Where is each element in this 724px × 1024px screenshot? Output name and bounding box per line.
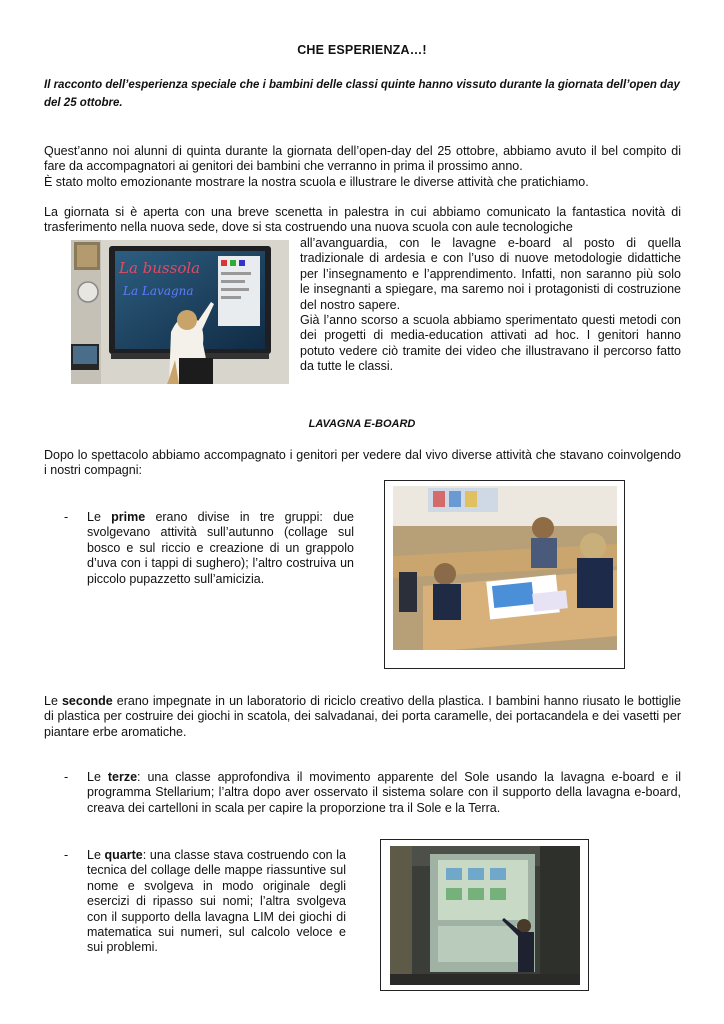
list-item-prime-text: erano divise in tre gruppi: due svolgevano attività sull’autunno (collage sul bosco e sul riccio e creazione di un grappolo d’uva con i tappi di sughero); l’altro costruiva un piccolo pupazzetto sull’amicizia. xyxy=(87,510,354,586)
paragraph-3: Dopo lo spettacolo abbiamo accompagnato i genitori per vedere dal vivo diverse attività che stavano coinvolgendo i nostri compagni: xyxy=(44,448,681,478)
lim-photo-drawing xyxy=(390,846,580,985)
list-item-prime xyxy=(64,510,354,587)
list-item-quarte-bold: quarte xyxy=(104,848,143,862)
classroom-photo-drawing xyxy=(393,486,617,650)
board-text-1: La bussola xyxy=(119,259,201,277)
paragraph-4-bold: seconde xyxy=(61,694,113,708)
list-dash: - xyxy=(64,848,69,862)
paragraph-1-text: Quest’anno noi alunni di quinta durante la giornata dell’open-day del 25 ottobre, abbiamo avuto il bel compito di fare da accompagnatori ai genitori dei bambini che verranno in prima il prossimo anno. xyxy=(44,144,681,174)
list-item-quarte xyxy=(64,848,346,956)
paragraph-2-text-c: Già l’anno scorso a scuola abbiamo sperimentato questi metodi con dei progetti di media-education attivati ad hoc. I genitori hanno potuto vedere ciò tramite dei video che illustravano il percorso fatto da tutte le classi. xyxy=(300,313,681,374)
classroom-photo xyxy=(393,486,617,650)
paragraph-4 xyxy=(44,694,681,740)
list-item-quarte-text: : una classe stava costruendo con la tecnica del collage delle mappe riassuntive sul nome e svolgeva in modo originale degli esercizi di ripasso sui nomi; l’altra svolgeva con il supporto della lavagna LIM dei giochi di matematica sui numeri, sul calcolo veloce e sui problemi. xyxy=(87,848,346,955)
list-dash: - xyxy=(64,770,69,784)
paragraph-2-text-b: all’avanguardia, con le lavagne e-board al posto di quella tradizionale di ardesia e con l’uso di nuove metodologie didattiche per l’insegnamento e l’apprendimento. Infatti, non saranno più solo le insegnanti a spiegare, ma saremo noi i protagonisti di costruzione del nostro sapere. xyxy=(300,236,681,312)
list-item-terze-pre: Le xyxy=(87,770,108,784)
page-title: CHE ESPERIENZA…! xyxy=(297,43,427,57)
list-item-terze-bold: terze xyxy=(107,770,138,784)
eboard-photo-drawing xyxy=(71,240,289,384)
eboard-photo xyxy=(71,240,289,384)
list-item-prime-pre: Le xyxy=(87,510,112,524)
paragraph-2: La giornata si è aperta con una breve scenetta in palestra in cui abbiamo comunicato la fantastica novità di trasferimento nella nuova sede, dove si sta costruendo una nuova scuola con aule tecnologiche xyxy=(44,205,681,235)
section-heading: LAVAGNA E-BOARD xyxy=(308,418,416,430)
board-text-2: La Lavagna xyxy=(123,284,194,298)
paragraph-1-text-b: È stato molto emozionante mostrare la nostra scuola e illustrare le diverse attività che pratichiamo. xyxy=(44,174,589,189)
list-item-terze-text: : una classe approfondiva il movimento apparente del Sole usando la lavagna e-board e il programma Stellarium; l’altra dopo aver osservato il sistema solare con il supporto della lavagna e-board, creava dei cartelloni in scala per capire la proporzione tra il Sole e la Terra. xyxy=(87,770,681,815)
list-item-quarte-pre: Le xyxy=(87,848,105,862)
list-item-prime-bold: prime xyxy=(111,510,146,524)
paragraph-4-pre: Le xyxy=(44,694,62,708)
paragraph-2-continued xyxy=(300,236,681,375)
paragraph-1 xyxy=(44,144,681,190)
list-item-terze xyxy=(64,770,681,816)
list-dash: - xyxy=(64,510,69,524)
intro-subtitle: Il racconto dell’esperienza speciale che i bambini delle classi quinte hanno vissuto durante la giornata dell’open day del 25 ottobre. xyxy=(44,79,680,109)
paragraph-4-text: erano impegnate in un laboratorio di riciclo creativo della plastica. I bambini hanno riusato le bottiglie di plastica per costruire dei giochi in scatola, dei salvadanai, dei porta caramelle, dei portacandela e dei vasetti per piantare erbe aromatiche. xyxy=(44,694,681,739)
lim-photo xyxy=(390,846,580,985)
